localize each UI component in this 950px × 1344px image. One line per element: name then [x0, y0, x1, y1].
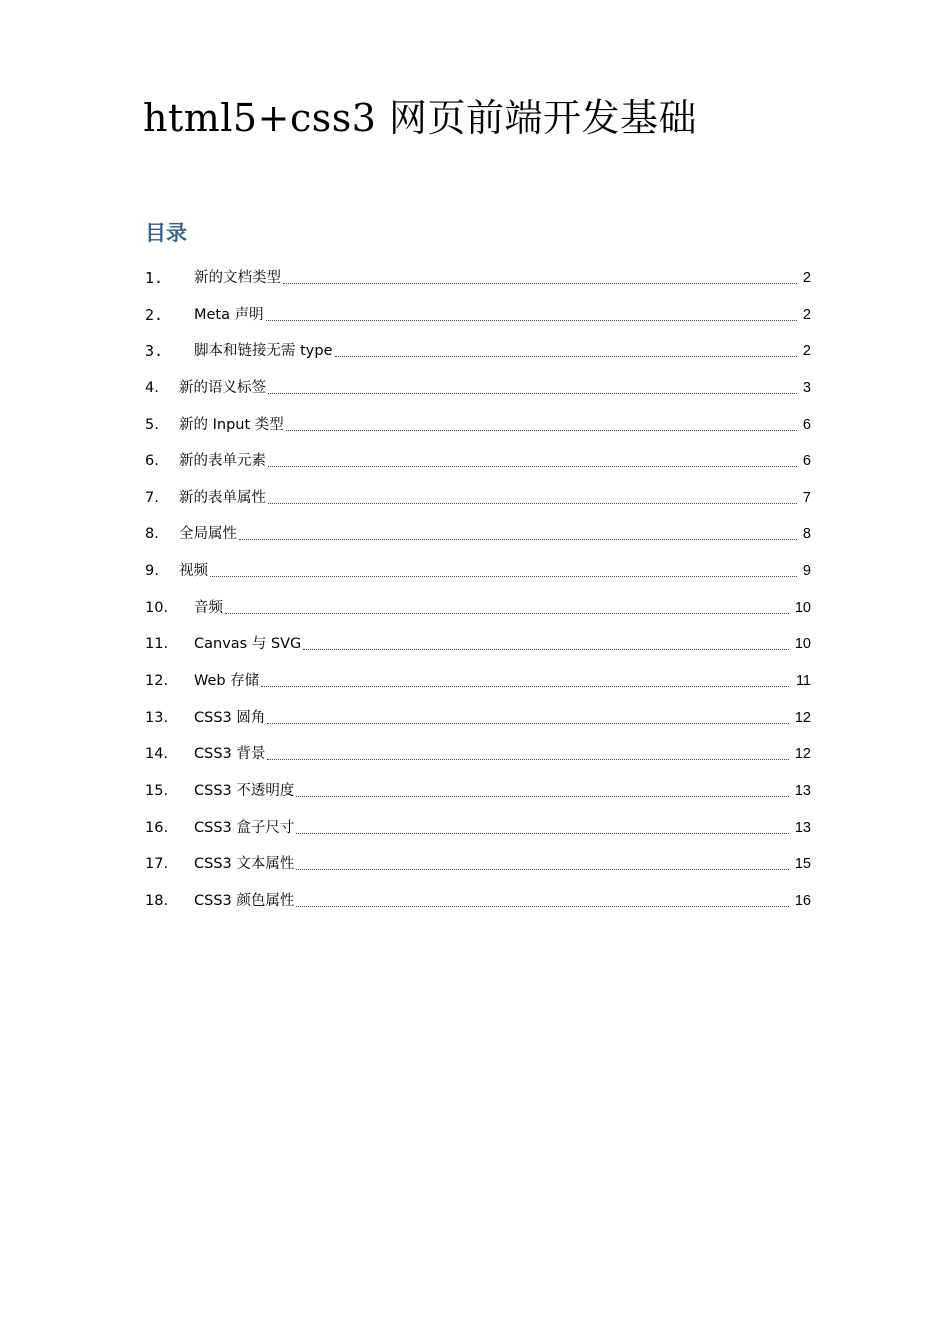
- toc-entry-page: 9: [802, 563, 811, 580]
- toc-entry-number: 12.: [145, 673, 169, 690]
- toc-entry-12[interactable]: [145, 665, 811, 702]
- toc-entry-label: 全局属性: [179, 526, 237, 543]
- toc-entry-number: 13.: [145, 709, 169, 726]
- toc-entry-label: CSS3 文本属性: [194, 856, 295, 873]
- toc-entry-label: CSS3 背景: [194, 746, 266, 763]
- toc-entry-label: 新的 Input 类型: [179, 416, 284, 433]
- toc-entry-number: 1.: [145, 269, 164, 287]
- toc-dot-leader: [239, 539, 797, 540]
- toc-entry-label: 脚本和链接无需 type: [194, 343, 333, 360]
- toc-dot-leader: [283, 283, 797, 284]
- toc-entry-number: 7.: [145, 489, 159, 506]
- toc-entry-page: 11: [795, 673, 811, 690]
- toc-dot-leader: [267, 723, 789, 724]
- toc-entry-label: Meta 声明: [194, 306, 264, 323]
- toc-entry-label: Canvas 与 SVG: [194, 636, 302, 653]
- toc-entry-number: 18.: [145, 892, 169, 909]
- toc-entry-label: Web 存储: [194, 673, 260, 690]
- toc-entry-label: 新的文档类型: [194, 270, 281, 286]
- toc-entry-page: 10: [794, 636, 811, 653]
- toc-entry-page: 2: [802, 343, 811, 360]
- toc-entry-number: 8.: [145, 526, 159, 543]
- toc-entry-label: 新的语义标签: [179, 379, 266, 396]
- toc-entry-page: 7: [802, 489, 811, 506]
- toc-heading: 目录: [145, 221, 187, 245]
- toc-entry-page: 6: [802, 453, 811, 470]
- toc-entry-14[interactable]: [145, 738, 811, 775]
- toc-dot-leader: [303, 649, 789, 650]
- document-title: html5+css3 网页前端开发基础: [143, 96, 697, 140]
- toc-entry-label: CSS3 圆角: [194, 709, 266, 726]
- toc-entry-8[interactable]: [145, 518, 811, 555]
- toc-entry-label: 音频: [194, 599, 223, 616]
- toc-entry-number: 2.: [145, 305, 164, 324]
- toc-dot-leader: [268, 466, 797, 467]
- toc-entry-2[interactable]: [145, 299, 811, 336]
- toc-entry-page: 2: [802, 270, 811, 286]
- toc-entry-page: 6: [802, 416, 811, 433]
- toc-dot-leader: [225, 613, 789, 614]
- toc-entry-label: CSS3 不透明度: [194, 782, 295, 799]
- toc-entry-15[interactable]: [145, 775, 811, 812]
- toc-entry-page: 13: [794, 819, 811, 836]
- toc-dot-leader: [267, 759, 789, 760]
- toc-entry-number: 10.: [145, 599, 169, 616]
- toc-entry-number: 14.: [145, 746, 169, 763]
- toc-dot-leader: [335, 356, 798, 357]
- toc-entry-number: 16.: [145, 819, 169, 836]
- toc-entry-6[interactable]: [145, 445, 811, 482]
- toc-entry-label: 新的表单属性: [179, 489, 266, 506]
- toc-dot-leader: [296, 833, 789, 834]
- toc-entry-13[interactable]: [145, 702, 811, 739]
- toc-entry-number: 11.: [145, 636, 169, 653]
- toc-dot-leader: [261, 686, 789, 687]
- toc-entry-1[interactable]: [145, 262, 811, 299]
- toc-entry-page: 16: [794, 892, 811, 909]
- toc-entry-5[interactable]: [145, 409, 811, 446]
- toc-entry-10[interactable]: [145, 592, 811, 629]
- toc-entry-label: CSS3 盒子尺寸: [194, 819, 295, 836]
- toc-entry-page: 12: [794, 746, 811, 763]
- toc-entry-number: 9.: [145, 563, 159, 580]
- toc-entry-4[interactable]: [145, 372, 811, 409]
- toc-entry-3[interactable]: [145, 335, 811, 372]
- toc-entry-9[interactable]: [145, 555, 811, 592]
- toc-dot-leader: [268, 393, 797, 394]
- toc-dot-leader: [296, 796, 789, 797]
- toc-dot-leader: [266, 320, 797, 321]
- toc-entry-label: 新的表单元素: [179, 453, 266, 470]
- toc-entry-page: 15: [794, 856, 811, 873]
- toc-entry-page: 3: [802, 379, 811, 396]
- toc-entry-page: 2: [802, 306, 811, 323]
- toc-dot-leader: [296, 906, 789, 907]
- toc-entry-page: 10: [794, 599, 811, 616]
- toc-entry-16[interactable]: [145, 812, 811, 849]
- toc-dot-leader: [286, 430, 797, 431]
- toc-entry-page: 12: [794, 709, 811, 726]
- toc-entry-number: 5.: [145, 416, 159, 433]
- toc-dot-leader: [268, 503, 797, 504]
- toc-entry-number: 4.: [145, 379, 159, 396]
- toc-entry-page: 13: [794, 782, 811, 799]
- toc-entry-11[interactable]: [145, 628, 811, 665]
- toc-entry-7[interactable]: [145, 482, 811, 519]
- toc-entry-18[interactable]: [145, 885, 811, 922]
- toc-entry-page: 8: [802, 526, 811, 543]
- toc-entry-number: 15.: [145, 782, 169, 799]
- toc-entry-label: CSS3 颜色属性: [194, 892, 295, 909]
- toc-entry-17[interactable]: [145, 848, 811, 885]
- toc-entry-label: 视频: [179, 563, 208, 580]
- toc-entry-number: 3.: [145, 342, 164, 361]
- toc-entry-number: 6.: [145, 453, 159, 470]
- toc-dot-leader: [296, 869, 789, 870]
- toc-entry-number: 17.: [145, 856, 169, 873]
- table-of-contents: [145, 262, 811, 922]
- toc-dot-leader: [210, 576, 797, 577]
